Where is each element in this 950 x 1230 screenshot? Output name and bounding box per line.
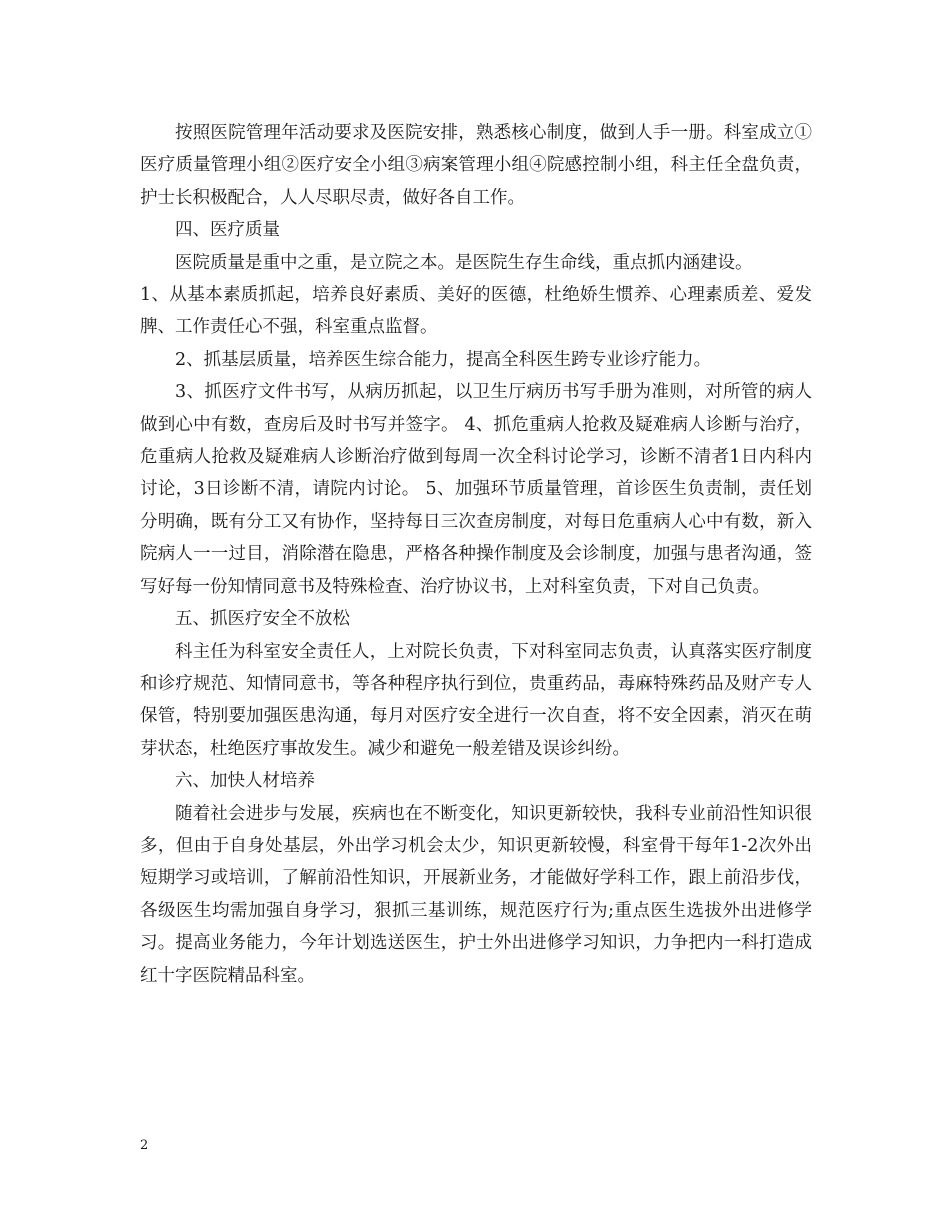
paragraph-talent-development: 随着社会进步与发展，疾病也在不断变化，知识更新较快，我科专业前沿性知识很多，但由于自身处基层，外出学习机会太少，知识更新较慢，科室骨干每年1-2次外出短期学习或培训，了解前沿性知识，开展新业务，才能做好学科工作，跟上前沿步伐，各级医生均需加强自身学习，狠抓三基训练，规范医疗行为;重点医生选拔外出进修学习。提高业务能力，今年计划选送医生，护士外出进修学习知识，力争把内一科打造成红十字医院精品科室。 xyxy=(140,803,812,986)
heading-talent-training: 六、加快人材培养 xyxy=(175,771,315,792)
heading-medical-quality: 四、医疗质量 xyxy=(175,220,280,241)
heading-medical-safety: 五、抓医疗安全不放松 xyxy=(175,609,350,630)
paragraph-core-system: 按照医院管理年活动要求及医院安排，熟悉核心制度，做到人手一册。科室成立①医疗质量管理小组②医疗安全小组③病案管理小组④院感控制小组，科主任全盘负责，护士长积极配合，人人尽职尽责，做好各自工作。 xyxy=(140,123,812,208)
page-number: 2 xyxy=(140,1138,149,1153)
paragraph-grassroots-quality: 2、抓基层质量，培养医生综合能力，提高全科医生跨专业诊疗能力。 xyxy=(175,349,712,370)
paragraph-quality-intro: 医院质量是重中之重，是立院之本。是医院生存生命线，重点抓内涵建设。 xyxy=(175,252,753,273)
paragraph-basic-quality: 1、从基本素质抓起，培养良好素质、美好的医德，杜绝娇生惯养、心理素质差、爱发脾、工作责任心不强，科室重点监督。 xyxy=(140,285,812,338)
paragraph-safety-responsibility: 科主任为科室安全责任人，上对院长负责，下对科室同志负责，认真落实医疗制度和诊疗规范、知情同意书，等各种程序执行到位，贵重药品，毒麻特殊药品及财产专人保管，特别要加强医患沟通，每月对医疗安全进行一次自查，将不安全因素，消灭在萌芽状态，杜绝医疗事故发生。减少和避免一般差错及误诊纠纷。 xyxy=(140,641,812,759)
paragraph-medical-documents: 3、抓医疗文件书写，从病历抓起，以卫生厅病历书写手册为准则，对所管的病人做到心中有数，查房后及时书写并签字。 4、抓危重病人抢救及疑难病人诊断与治疗，危重病人抢救及疑难病人诊断治疗做到每周一次全科讨论学习，诊断不清者1日内科内讨论，3日诊断不清，请院内讨论。 5、加强环节质量管理，首诊医生负责制，责任划分明确，既有分工又有协作，坚持每日三次查房制度，对每日危重病人心中有数，新入院病人一一过目，消除潜在隐患，严格各种操作制度及会诊制度，加强与患者沟通，签写好每一份知情同意书及特殊检查、治疗协议书，上对科室负责，下对自己负责。 xyxy=(140,382,812,597)
document-body xyxy=(140,117,812,992)
